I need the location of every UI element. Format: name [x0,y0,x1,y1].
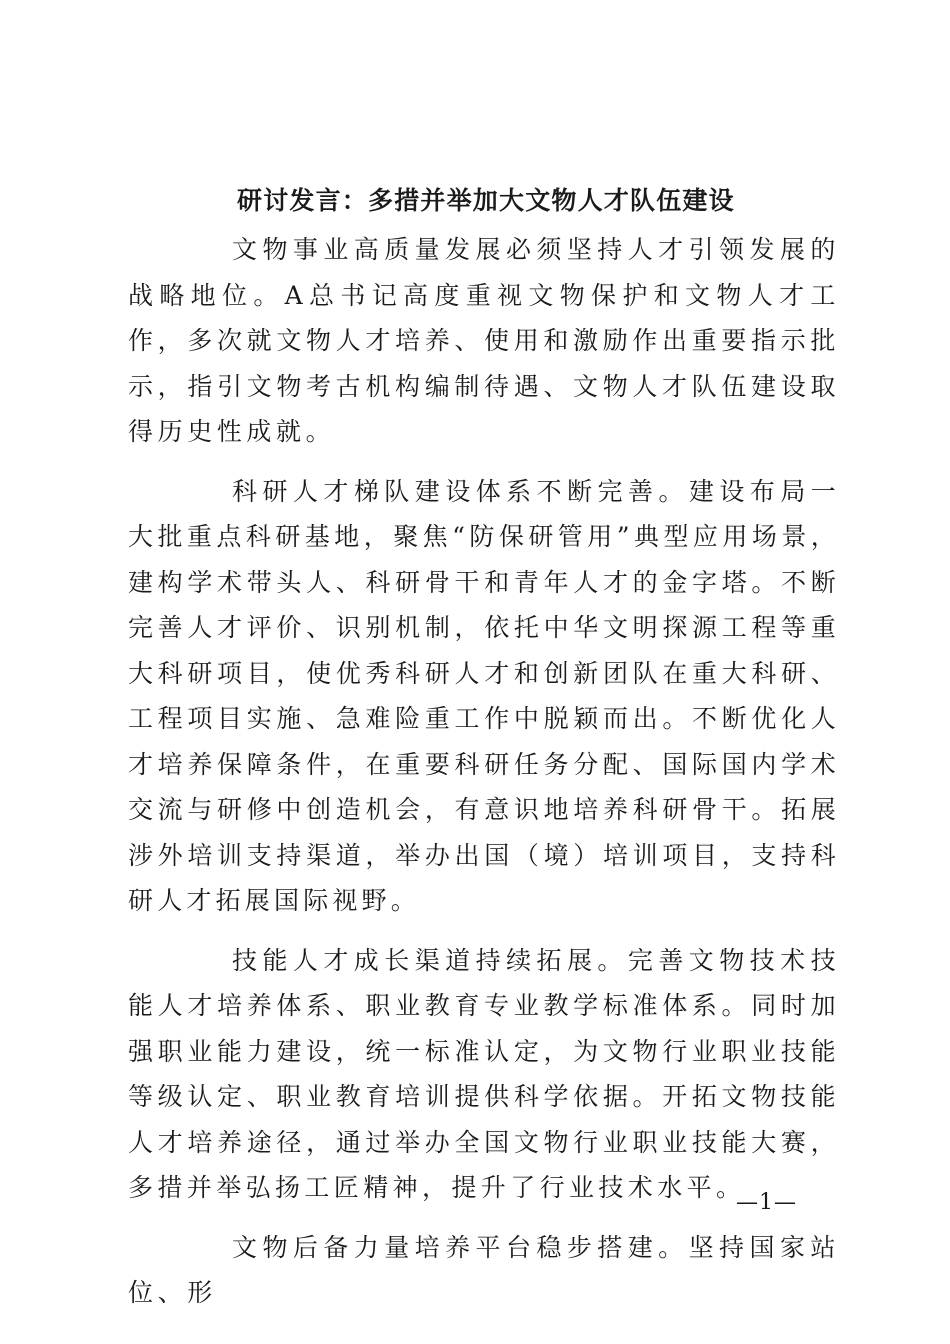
page-number: —1— [736,1190,797,1215]
paragraph-intro: 文物事业高质量发展必须坚持人才引领发展的战略地位。A总书记高度重视文物保护和文物人才工作，多次就文物人才培养、使用和激励作出重要指示批示，指引文物考古机构编制待遇、文物人才队伍建设取得历史性成就。 [128,235,840,446]
document-body [128,227,840,1330]
paragraph-reserve-force: 文物后备力量培养平台稳步搭建。坚持国家站位、形 [128,1232,840,1307]
paragraph-skilled-talent: 技能人才成长渠道持续拓展。完善文物技术技能人才培养体系、职业教育专业教学标准体系。同时加强职业能力建设，统一标准认定，为文物行业职业技能等级认定、职业教育培训提供科学依据。开拓文物技能人才培养途径，通过举办全国文物行业职业技能大赛，多措并举弘扬工匠精神，提升了行业技术水平。 [128,945,840,1202]
document-title: 研讨发言：多措并举加大文物人才队伍建设 [237,186,735,215]
paragraph-research-talent: 科研人才梯队建设体系不断完善。建设布局一大批重点科研基地，聚焦“防保研管用”典型应用场景，建构学术带头人、科研骨干和青年人才的金字塔。不断完善人才评价、识别机制，依托中华文明探源工程等重大科研项目，使优秀科研人才和创新团队在重大科研、工程项目实施、急难险重工作中脱颖而出。不断优化人才培养保障条件，在重要科研任务分配、国际国内学术交流与研修中创造机会，有意识地培养科研骨干。拓展涉外培训支持渠道，举办出国（境）培训项目，支持科研人才拓展国际视野。 [128,476,840,915]
